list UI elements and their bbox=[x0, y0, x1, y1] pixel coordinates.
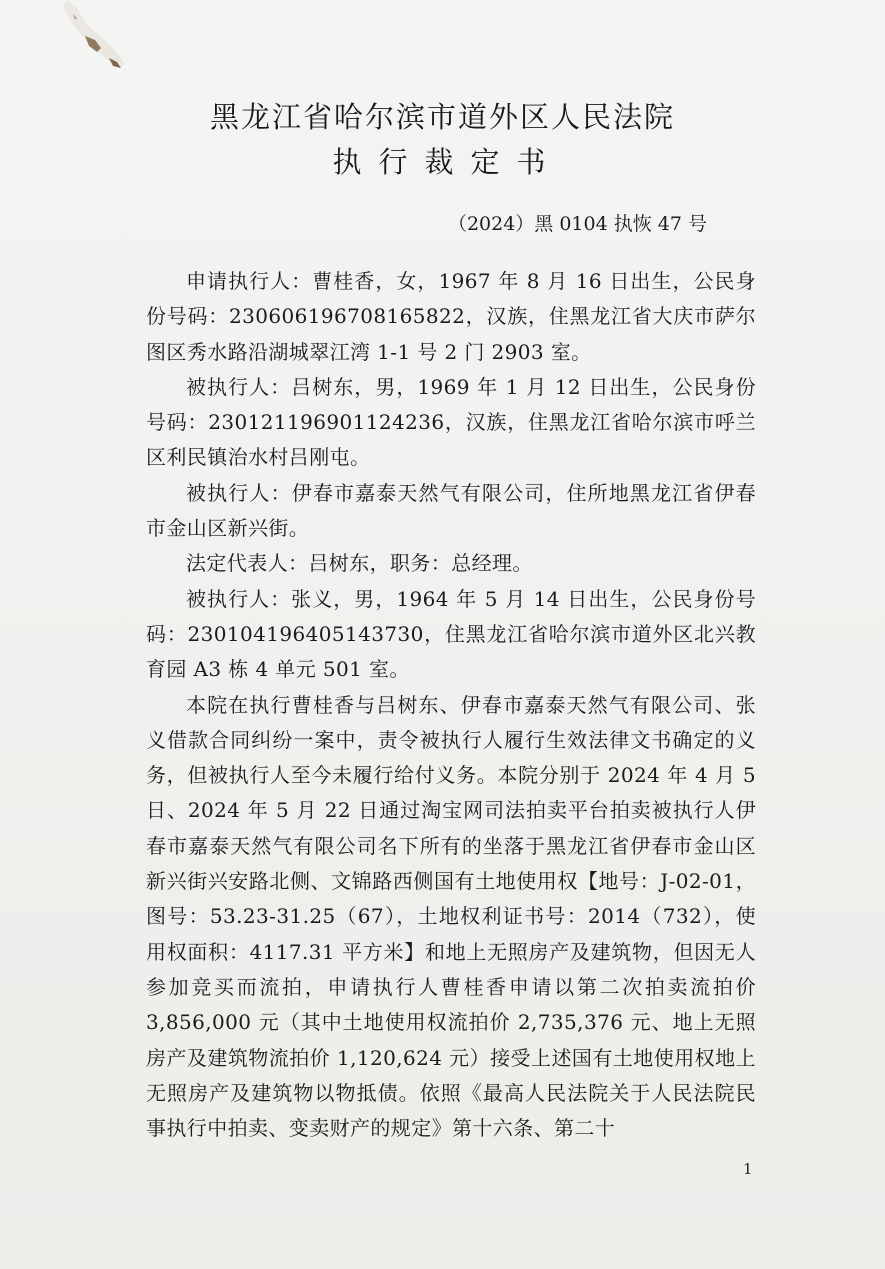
paragraph-applicant: 申请执行人：曹桂香，女，1967 年 8 月 16 日出生，公民身份号码：230606196708165822，汉族，住黑龙江省大庆市萨尔图区秀水路沿湖城翠江湾 1-1 号 2 门 2903 室。 bbox=[146, 269, 756, 364]
page-number: 1 bbox=[743, 1160, 753, 1178]
document-body bbox=[146, 264, 756, 1146]
paragraph-respondent-company: 被执行人：伊春市嘉泰天然气有限公司，住所地黑龙江省伊春市金山区新兴街。 bbox=[146, 480, 756, 541]
paper-stain-mark bbox=[55, 0, 135, 80]
court-name-heading: 黑龙江省哈尔滨市道外区人民法院 bbox=[209, 100, 675, 134]
paragraph-respondent-lv: 被执行人：吕树东，男，1969 年 1 月 12 日出生，公民身份号码：230121196901124236，汉族，住黑龙江省哈尔滨市呼兰区利民镇治水村吕刚屯。 bbox=[146, 374, 756, 470]
paragraph-respondent-zhang: 被执行人：张义，男，1964 年 5 月 14 日出生，公民身份号码：230104196405143730，住黑龙江省哈尔滨市道外区北兴教育园 A3 栋 4 单元 501 室。 bbox=[146, 586, 756, 682]
paragraph-legal-representative: 法定代表人：吕树东，职务：总经理。 bbox=[186, 551, 533, 576]
case-number: （2024）黑 0104 执恢 47 号 bbox=[447, 213, 707, 235]
document-type-heading: 执行裁定书 bbox=[332, 145, 563, 179]
paragraph-case-facts: 本院在执行曹桂香与吕树东、伊春市嘉泰天然气有限公司、张义借款合同纠纷一案中，责令被执行人履行生效法律文书确定的义务，但被执行人至今未履行给付义务。本院分别于 2024 年 4 月 5 日、2024 年 5 月 22 日通过淘宝网司法拍卖平台拍卖被执行人伊春市嘉泰天然气有限公司名下所有的坐落于黑龙江省伊春市金山区新兴街兴安路北侧、文锦路西侧国有土地使用权【地号：J-02-01，图号：53.23-31.25（67），土地权利证书号：2014（732），使用权面积：4117.31 平方米】和地上无照房产及建筑物，但因无人参加竞买而流拍，申请执行人曹桂香申请以第二次拍卖流拍价 3,856,000 元（其中土地使用权流拍价 2,735,376 元、地上无照房产及建筑物流拍价 1,120,624 元）接受上述国有土地使用权地上无照房产及建筑物以物抵债。依照《最高人民法院关于人民法院民事执行中拍卖、变卖财产的规定》第十六条、第二十 bbox=[146, 692, 756, 1141]
